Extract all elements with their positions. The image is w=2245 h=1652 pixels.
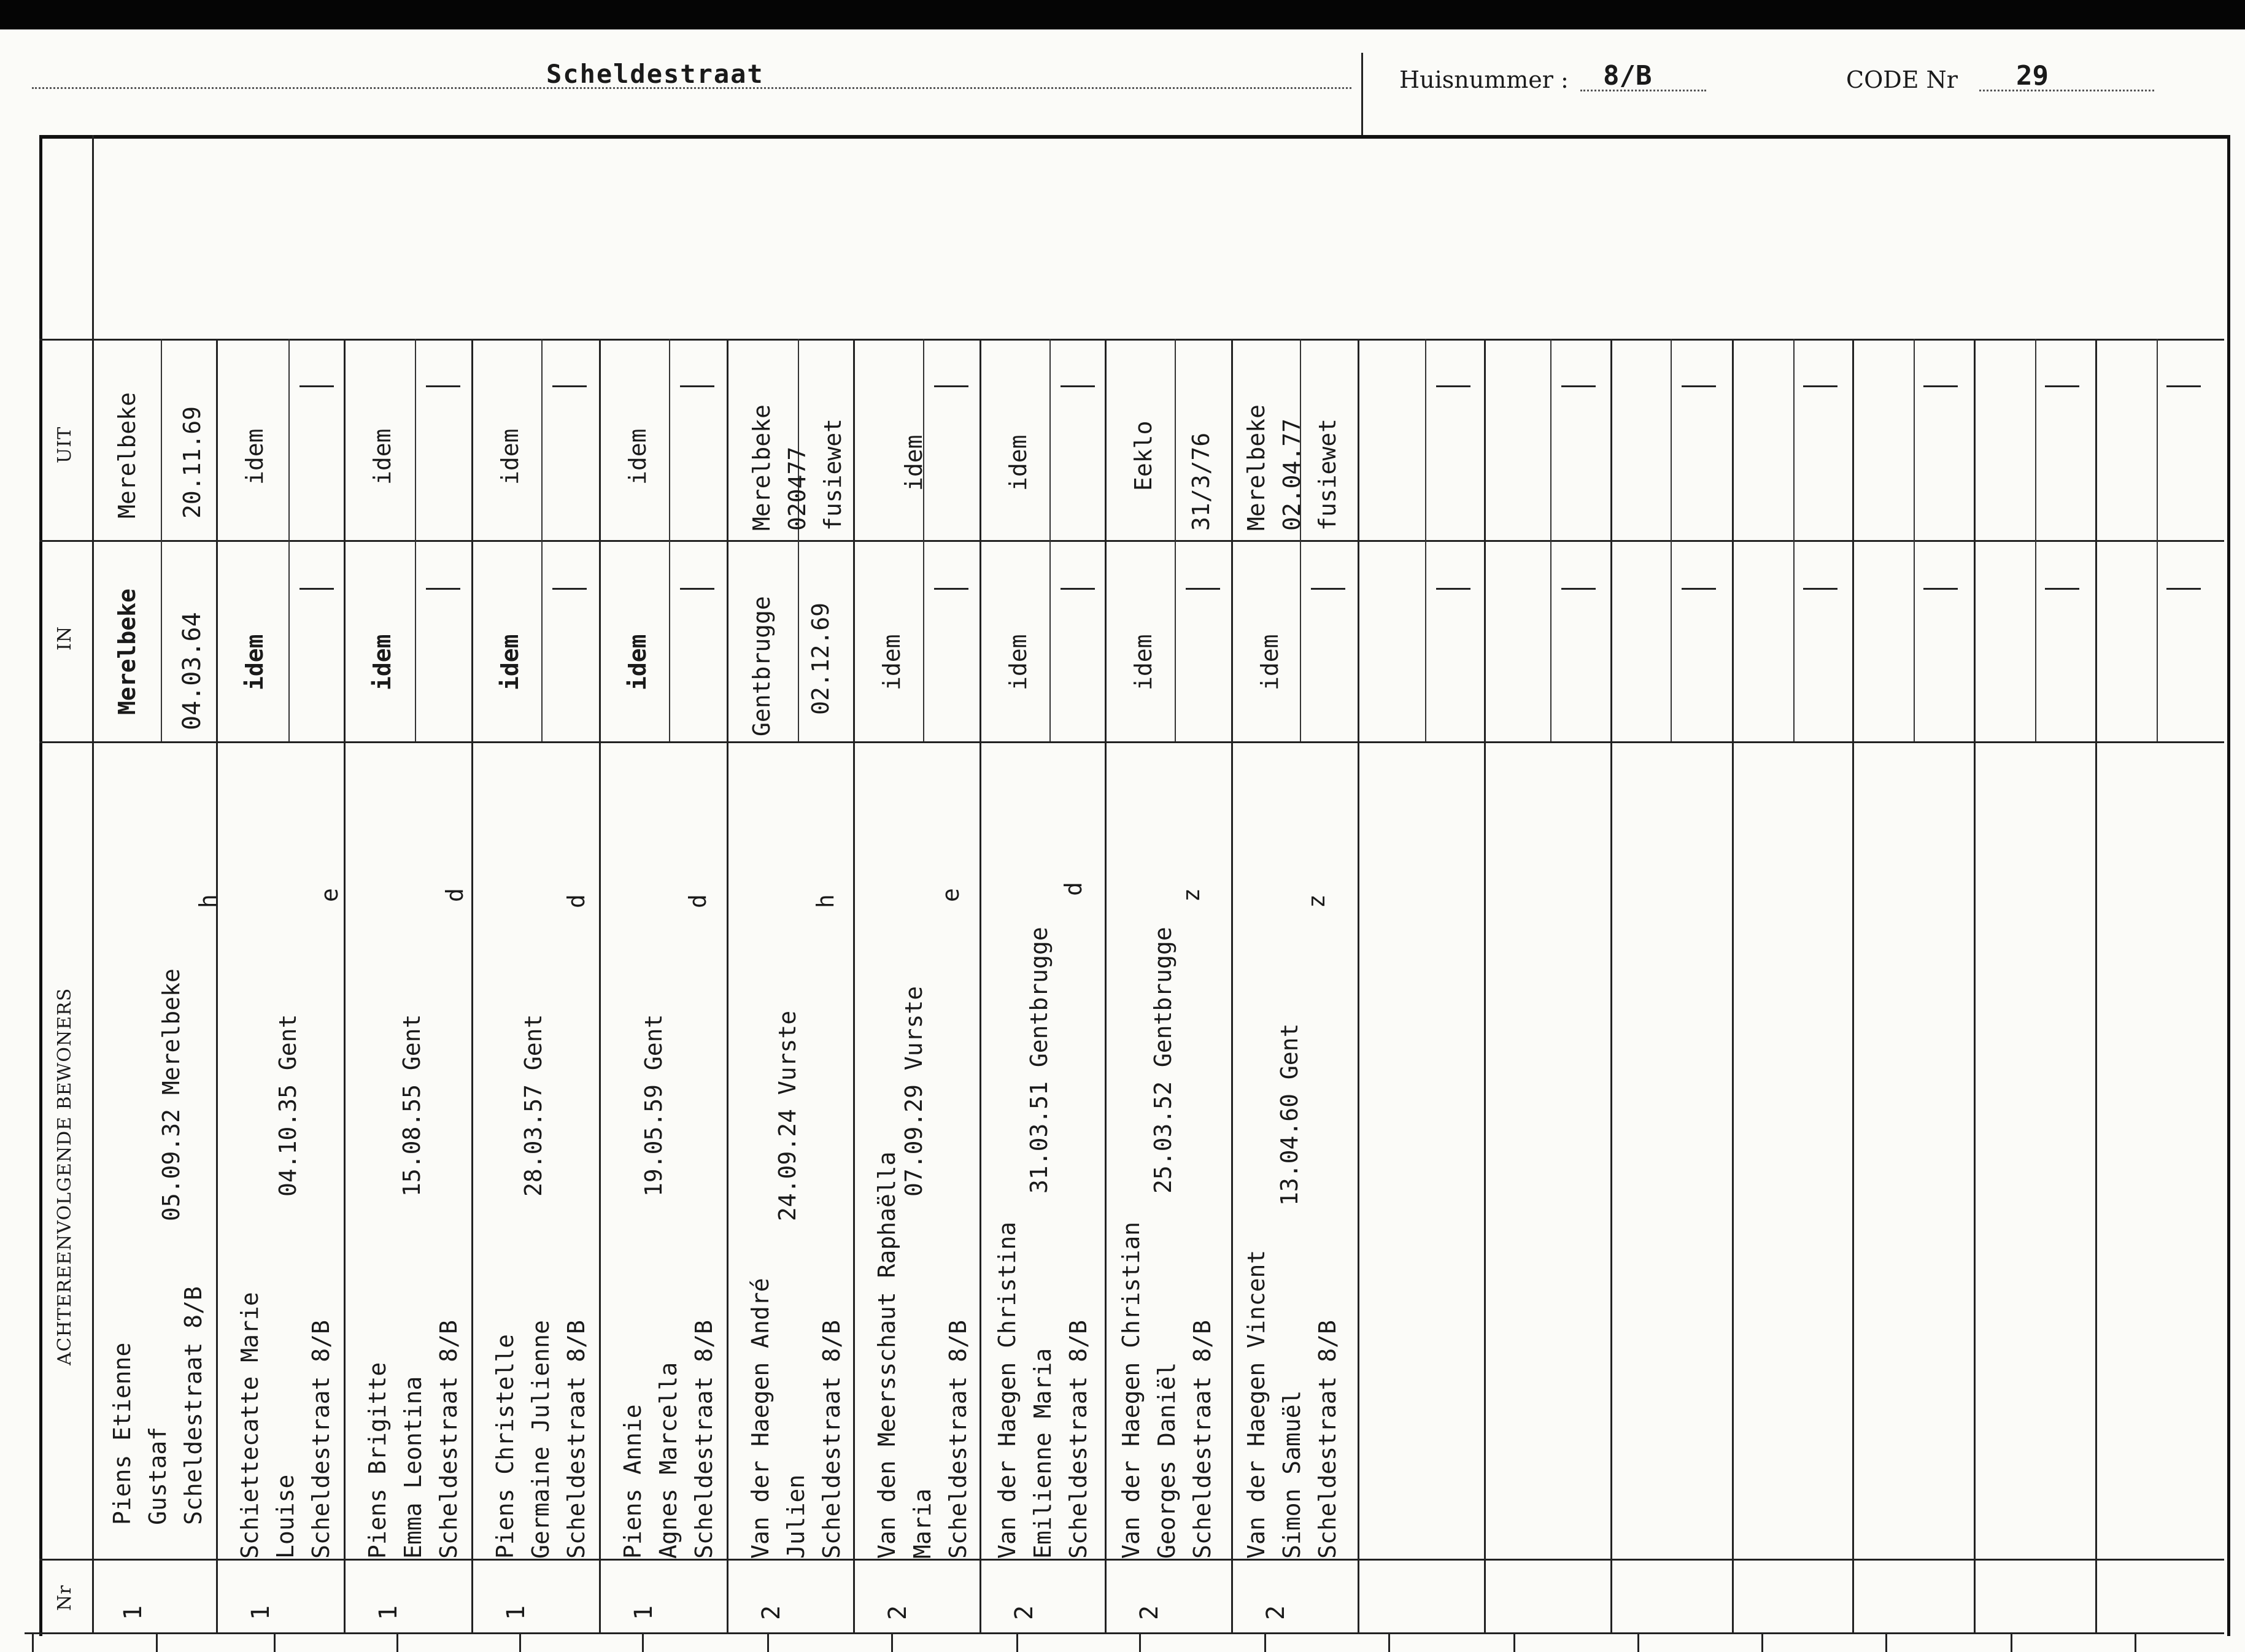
empty-dash [1682,588,1716,590]
empty-dash [1803,385,1837,387]
uit-place: Merelbeke 020477 fusiewet [748,404,846,531]
status-code: d [441,888,468,902]
uit-date: 20.11.69 [179,406,206,519]
empty-dash [1436,385,1470,387]
status-code: d [1060,882,1087,896]
uit-top-line [92,339,2224,341]
empty-dash [552,385,587,387]
birth-date-place: 13.04.60 Gent [1276,1023,1303,1206]
uit-place: idem [624,428,651,485]
sub-sep [1175,339,1176,741]
bottom-tick [1885,1632,1887,1652]
house-number-label: Huisnummer : [1399,66,1569,93]
bottom-tick [274,1632,276,1652]
empty-dash [299,385,334,387]
uit-place: idem [497,428,524,485]
in-date: 02.12.69 [807,602,834,715]
col-sep [599,339,601,1632]
birth-date-place: 24.09.24 Vurste [774,1010,801,1221]
empty-dash [1061,385,1095,387]
uit-place: Merelbeke [114,392,141,519]
code-label: CODE Nr [1846,66,1958,93]
row-nr: 1 [374,1605,403,1620]
empty-dash [934,385,968,387]
resident-name: Piens Christelle Germaine Julienne Scheldestraat 8/B [492,1320,590,1559]
empty-dash [1436,588,1470,590]
empty-dash [680,385,714,387]
house-number-value: 8/B [1603,60,1652,91]
sub-sep [923,339,924,741]
in-place: idem [369,634,396,690]
uit-place: Merelbeke 02.04.77 fusiewet [1243,404,1341,531]
resident-name: Van der Haegen Christina Emilienne Maria Scheldestraat 8/B [994,1221,1092,1559]
in-place: Gentbrugge [748,596,775,736]
in-column-label: IN [54,625,75,650]
row-nr: 2 [1010,1605,1038,1620]
sub-sep [1671,339,1672,741]
empty-dash [680,588,714,590]
uit-place: idem [1005,434,1032,491]
col-sep [344,339,346,1632]
birth-date-place: 05.09.32 Merelbeke [158,968,185,1221]
sub-sep [1793,339,1795,741]
birth-date-place: 25.03.52 Gentbrugge [1150,927,1177,1194]
col-sep [1610,339,1612,1632]
row-nr: 2 [1262,1605,1290,1620]
empty-dash [2045,385,2079,387]
empty-dash [426,588,460,590]
bottom-tick [1388,1632,1390,1652]
row-nr: 1 [247,1605,275,1620]
row-nr: 1 [119,1605,147,1620]
status-code: h [812,894,839,908]
status-code: h [195,894,222,908]
nr-top-line [92,1559,2224,1561]
col-sep [1732,339,1734,1632]
sub-sep [669,339,670,741]
empty-dash [299,588,334,590]
sub-sep [2035,339,2036,741]
resident-name: Schiettecatte Marie Louise Scheldestraat 8/B [236,1292,334,1559]
table-bottom-line [25,1632,2224,1634]
bottom-tick [156,1632,158,1652]
empty-dash [1186,588,1220,590]
empty-dash [1682,385,1716,387]
row-nr: 2 [884,1605,912,1620]
resident-name: Van der Haegen André Julien Scheldestraat 8/B [747,1278,845,1559]
nr-column-label: Nr [54,1584,75,1611]
status-code: d [684,894,711,908]
bottom-tick [1264,1632,1266,1652]
sub-sep [415,339,416,741]
sub-sep [1914,339,1915,741]
empty-dash [1803,588,1837,590]
sub-sep [541,339,543,741]
bottom-tick [1139,1632,1141,1652]
col-sep [1852,339,1854,1632]
col-sep [471,339,473,1632]
status-code: d [563,894,590,908]
in-place: idem [878,634,905,690]
bottom-tick [1761,1632,1763,1652]
row-nr: 2 [757,1605,786,1620]
empty-dash [2045,588,2079,590]
status-code: e [316,888,343,902]
sub-sep [1300,339,1301,741]
resident-name: Piens Annie Agnes Marcella Scheldestraat 8/B [619,1320,717,1559]
bottom-tick [1016,1632,1018,1652]
status-code: e [937,888,964,902]
birth-date-place: 04.10.35 Gent [274,1014,301,1197]
empty-dash [552,588,587,590]
status-code: z [1303,894,1330,908]
label-column-border [92,135,94,1632]
uit-place: Eeklo [1130,420,1157,491]
resident-name: Piens Brigitte Emma Leontina Scheldestraat 8/B [364,1320,462,1559]
bottom-tick [519,1632,521,1652]
empty-dash [1311,588,1345,590]
bottom-tick [2011,1632,2012,1652]
in-place: idem [1256,634,1283,690]
sub-sep [798,339,799,741]
row-nr: 1 [630,1605,658,1620]
birth-date-place: 07.09.29 Vurste [900,986,927,1197]
empty-dash [934,588,968,590]
uit-date: 31/3/76 [1188,432,1215,531]
code-dots [1979,90,2154,91]
empty-dash [1923,588,1958,590]
in-top-line [92,540,2224,542]
resident-name: Van der Haegen Christian Georges Daniël Scheldestraat 8/B [1118,1221,1216,1559]
bottom-tick [32,1632,34,1652]
bottom-tick [1513,1632,1515,1652]
street-name: Scheldestraat [546,59,764,89]
empty-dash [1561,385,1596,387]
sub-sep [1425,339,1426,741]
resident-name: Van der Haegen Vincent Simon Samuël Scheldestraat 8/B [1243,1249,1341,1559]
uit-place: idem [241,428,268,485]
resident-name: Piens Etienne Gustaaf Scheldestraat 8/B [109,1286,207,1525]
label-sep-3 [39,741,92,743]
empty-dash [1561,588,1596,590]
sub-sep [288,339,290,741]
in-place: idem [497,634,524,690]
empty-dash [426,385,460,387]
residents-top-line [92,741,2224,743]
sub-sep [2157,339,2158,741]
residents-column-label: ACHTEREENVOLGENDE BEWONERS [54,987,75,1365]
header-separator [1361,53,1363,136]
empty-dash [2166,385,2201,387]
bottom-tick [642,1632,644,1652]
top-scan-border [0,0,2245,29]
col-sep [1105,339,1107,1632]
empty-dash [2166,588,2201,590]
empty-dash [1923,385,1958,387]
col-sep [2095,339,2097,1632]
label-sep-2 [39,540,92,542]
in-date: 04.03.64 [178,612,206,730]
col-sep [216,339,218,1632]
birth-date-place: 28.03.57 Gent [520,1014,547,1197]
bottom-tick [396,1632,398,1652]
bottom-tick [1637,1632,1639,1652]
sub-sep [1550,339,1551,741]
birth-date-place: 31.03.51 Gentbrugge [1026,927,1053,1194]
code-value: 29 [2016,60,2049,91]
in-place: idem [1005,634,1032,690]
bottom-tick [2135,1632,2136,1652]
col-sep [853,339,855,1632]
label-sep-4 [39,1559,92,1561]
birth-date-place: 19.05.59 Gent [640,1014,667,1197]
col-sep [1484,339,1486,1632]
uit-place: idem [900,434,927,491]
bottom-tick [767,1632,769,1652]
in-place: Merelbeke [114,589,141,715]
in-place: idem [624,634,651,690]
bottom-tick [891,1632,893,1652]
sub-sep [161,339,162,741]
col-sep [1231,339,1233,1632]
street-dotted-line [32,87,1351,89]
col-sep [1974,339,1976,1632]
row-nr: 2 [1135,1605,1164,1620]
uit-column-label: UIT [54,426,75,463]
col-sep [1358,339,1359,1632]
in-place: idem [1130,634,1157,690]
sub-sep [1049,339,1051,741]
uit-place: idem [369,428,396,485]
empty-dash [1061,588,1095,590]
resident-name: Van den Meersschaut Raphaëlla Maria Scheldestraat 8/B [873,1151,972,1559]
col-sep [980,339,981,1632]
row-nr: 1 [502,1605,530,1620]
label-sep-1 [39,339,92,341]
col-sep [727,339,728,1632]
birth-date-place: 15.08.55 Gent [398,1014,425,1197]
status-code: z [1178,888,1205,902]
in-place: idem [241,634,268,690]
